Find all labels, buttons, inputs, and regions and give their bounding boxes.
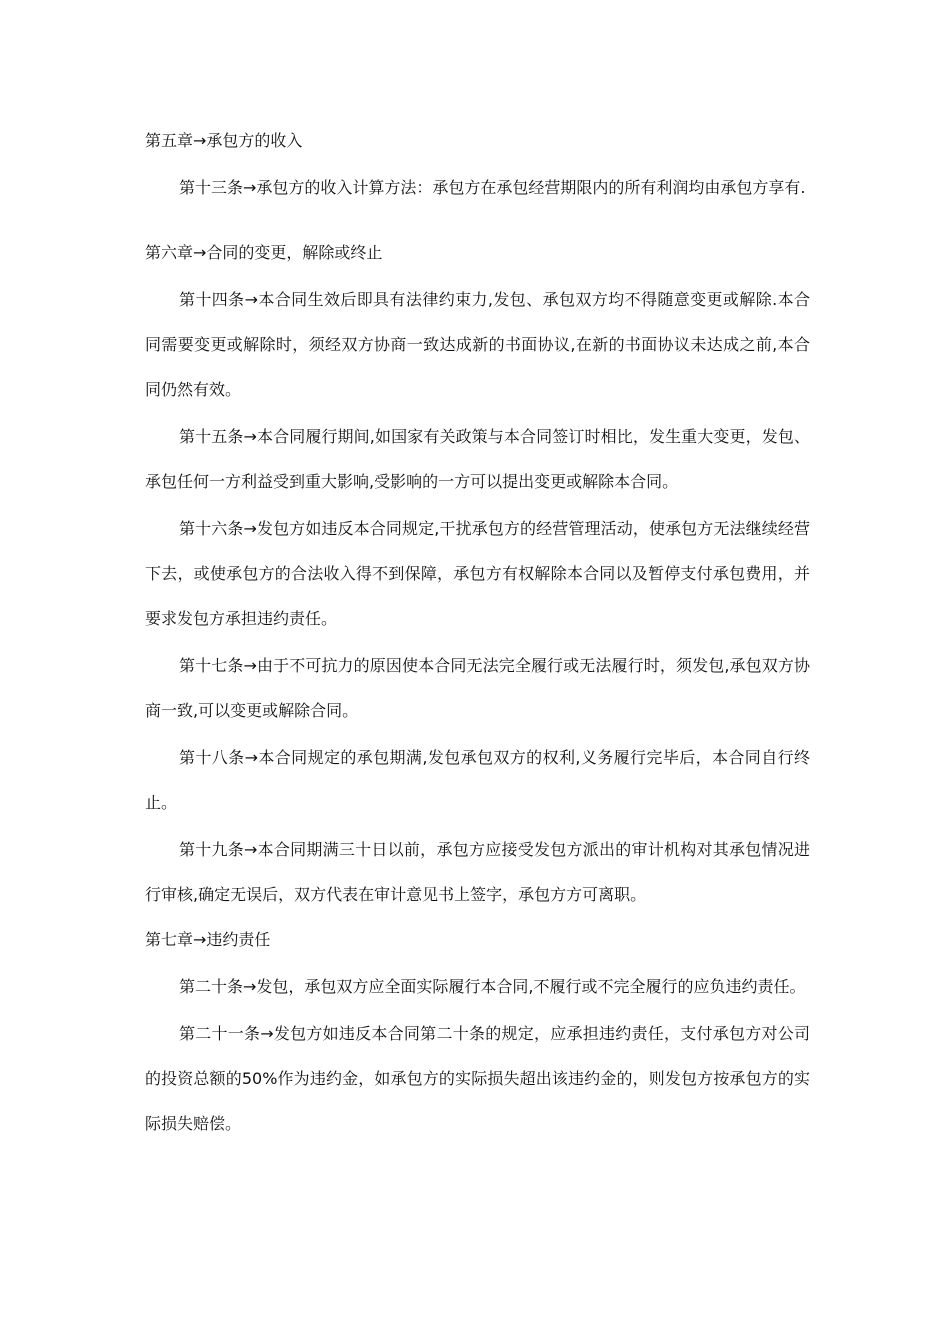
article-16: 第十六条→发包方如违反本合同规定,干扰承包方的经营管理活动，使承包方无法继续经营下去，或使承包方的合法收入得不到保障，承包方有权解除本合同以及暂停支付承包费用，并要求发包方承担违约责任。 (145, 519, 810, 628)
article-15: 第十五条→本合同履行期间,如国家有关政策与本合同签订时相比，发生重大变更，发包、承包任何一方利益受到重大影响,受影响的一方可以提出变更或解除本合同。 (145, 427, 810, 491)
document-page (145, 118, 810, 1146)
article-19: 第十九条→本合同期满三十日以前，承包方应接受发包方派出的审计机构对其承包情况进行审核,确定无误后，双方代表在审计意见书上签字，承包方方可离职。 (145, 840, 810, 904)
article-13: 第十三条→承包方的收入计算方法：承包方在承包经营期限内的所有利润均由承包方享有. (179, 178, 806, 197)
chapter-heading-6: 第六章→合同的变更，解除或终止 (145, 243, 383, 262)
chapter-heading-5: 第五章→承包方的收入 (145, 131, 303, 150)
article-17: 第十七条→由于不可抗力的原因使本合同无法完全履行或无法履行时，须发包,承包双方协商一致,可以变更或解除合同。 (145, 656, 810, 720)
article-20: 第二十条→发包，承包双方应全面实际履行本合同,不履行或不完全履行的应负违约责任。 (179, 977, 806, 996)
article-18: 第十八条→本合同规定的承包期满,发包承包双方的权利,义务履行完毕后，本合同自行终止。 (145, 748, 810, 812)
article-14: 第十四条→本合同生效后即具有法律约束力,发包、承包双方均不得随意变更或解除.本合同需要变更或解除时，须经双方协商一致达成新的书面协议,在新的书面协议未达成之前,本合同仍然有效。 (145, 290, 810, 399)
article-21: 第二十一条→发包方如违反本合同第二十条的规定，应承担违约责任，支付承包方对公司的投资总额的50%作为违约金，如承包方的实际损失超出该违约金的，则发包方按承包方的实际损失赔偿。 (145, 1024, 810, 1133)
chapter-heading-7: 第七章→违约责任 (145, 930, 271, 949)
